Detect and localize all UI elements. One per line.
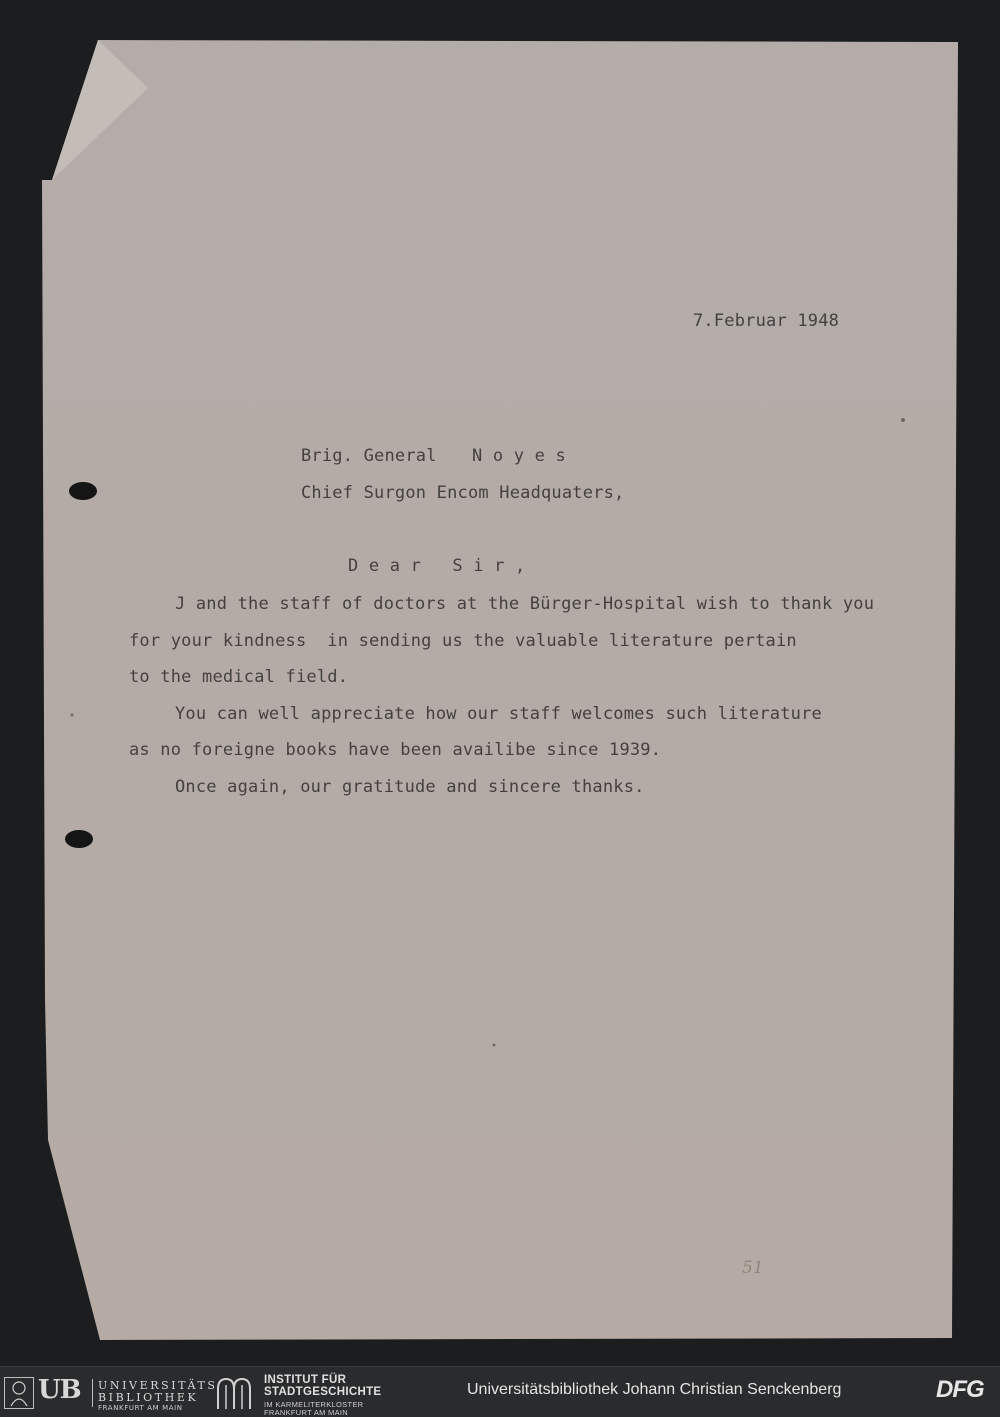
pencil-page-number: 51: [742, 1258, 764, 1278]
isg-logo-line1: INSTITUT FÜR: [264, 1374, 347, 1386]
punch-hole-bottom: [65, 830, 93, 848]
library-title-link[interactable]: Universitätsbibliothek Johann Christian Senckenberg: [467, 1381, 842, 1398]
body-line: as no foreigne books have been availibe since 1939.: [129, 740, 662, 760]
punch-hole-top: [69, 482, 97, 500]
footer-bar: [0, 1366, 1000, 1417]
salutation: D e a r S i r ,: [348, 556, 526, 576]
ub-logo-divider: [92, 1379, 93, 1407]
ub-logo-line3: FRANKFURT AM MAIN: [98, 1404, 183, 1412]
isg-logo-line3: IM KARMELITERKLOSTER: [264, 1400, 364, 1409]
body-line: Once again, our gratitude and sincere thanks.: [175, 777, 645, 797]
body-line: J and the staff of doctors at the Bürger-Hospital wish to thank you: [175, 594, 875, 614]
ub-logo-icon: [4, 1377, 34, 1409]
paper-speck: [493, 1044, 496, 1047]
ub-logo-line1: UNIVERSITÄTS: [98, 1379, 218, 1392]
ub-logo-letters: UB: [38, 1375, 81, 1405]
body-line: You can well appreciate how our staff welcomes such literature: [175, 704, 822, 724]
dfg-logo: DFG: [936, 1376, 984, 1403]
ub-logo-line2: BIBLIOTHEK: [98, 1391, 199, 1404]
paper-speck: [901, 418, 905, 422]
isg-logo-line2: STADTGESCHICHTE: [264, 1386, 382, 1398]
body-line: for your kindness in sending us the valuable literature pertain: [129, 631, 797, 651]
isg-logo-line4: FRANKFURT AM MAIN: [264, 1408, 348, 1417]
recipient-prefix: Brig. General: [301, 446, 437, 466]
paper-speck: [71, 714, 74, 717]
letter-date: 7.Februar 1948: [693, 311, 840, 331]
paper-body: [42, 40, 958, 1340]
isg-arch-icon: [214, 1375, 254, 1411]
body-line: to the medical field.: [129, 667, 349, 687]
recipient-name: N o y e s: [472, 446, 566, 466]
recipient-title: Chief Surgon Encom Headquaters,: [301, 483, 625, 503]
